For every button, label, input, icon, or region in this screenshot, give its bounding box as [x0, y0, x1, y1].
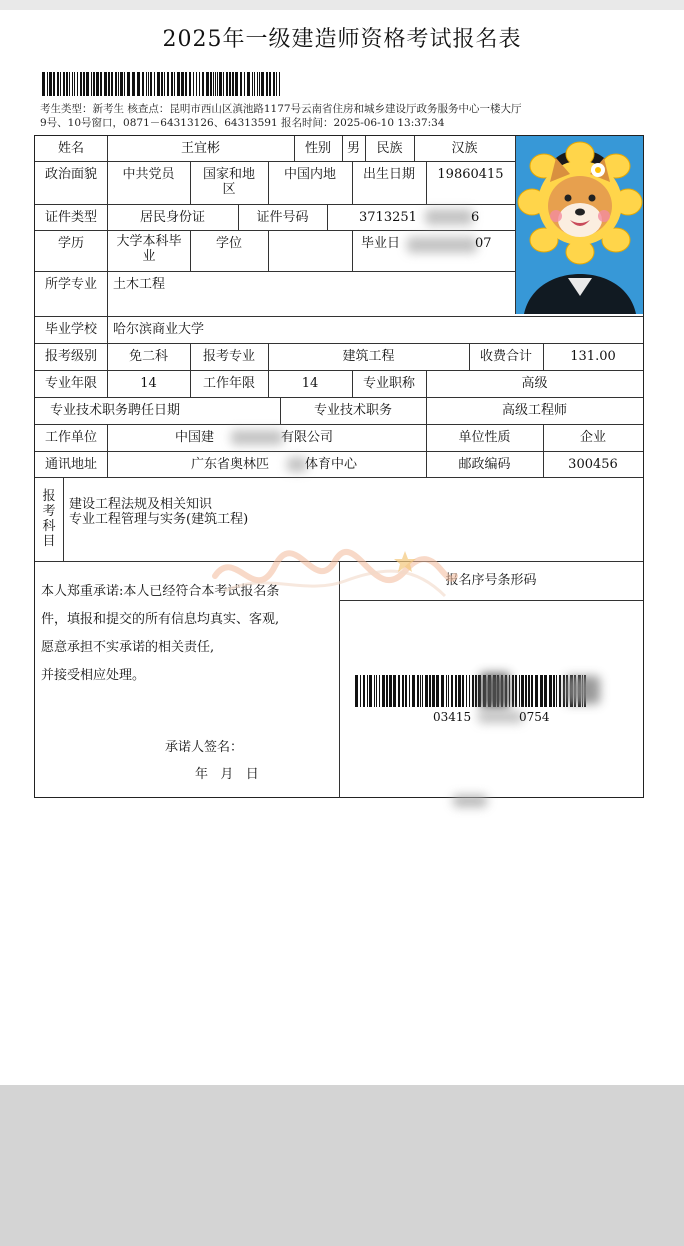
- barcode-bar: [386, 675, 388, 707]
- barcode-bar: [49, 72, 52, 96]
- barcode-bar: [531, 675, 533, 707]
- value-address-a: 广东省奥林匹: [191, 456, 270, 472]
- barcode-bar: [257, 72, 258, 96]
- label-address: 通讯地址: [44, 456, 97, 472]
- barcode-bar: [215, 72, 216, 96]
- value-fee: 131.00: [570, 349, 616, 364]
- value-id-no-tail: 6: [471, 209, 480, 225]
- barcode-bar: [422, 675, 423, 707]
- barcode-bar: [80, 72, 82, 96]
- barcode-bar: [425, 675, 428, 707]
- barcode-bar: [417, 675, 419, 707]
- redaction-id: [425, 209, 473, 225]
- barcode-bar: [181, 72, 184, 96]
- value-employer-a: 中国建: [175, 429, 215, 445]
- barcode-bar: [455, 675, 457, 707]
- redaction-grad-date: [407, 237, 477, 253]
- barcode-bar: [409, 675, 410, 707]
- meta-line-2: 9号、10号窗口，0871－64313126、64313591 报名时间：2025-06-10 13:37:34: [40, 117, 445, 129]
- label-education: 学历: [57, 236, 84, 251]
- value-degree: [268, 230, 352, 271]
- barcode-bar: [519, 675, 520, 707]
- barcode-bar: [157, 72, 160, 96]
- barcode-bar: [42, 72, 45, 96]
- value-tech-position: 高级工程师: [501, 403, 567, 418]
- barcode-bar: [469, 675, 470, 707]
- barcode-bar: [217, 72, 218, 96]
- barcode-bar: [164, 72, 165, 96]
- label-employer: 工作单位: [44, 429, 97, 445]
- shiba-sunflower-sticker-icon: [516, 136, 643, 314]
- barcode-bar: [206, 72, 209, 96]
- value-political: 中共党员: [122, 167, 175, 182]
- value-work-years: 14: [301, 376, 319, 391]
- barcode-bar: [528, 675, 530, 707]
- barcode-bar: [223, 72, 224, 96]
- label-exam-major: 报考专业: [202, 349, 255, 364]
- barcode-bar: [355, 675, 358, 707]
- value-level: 免二科: [128, 349, 168, 364]
- barcode-bar: [535, 675, 538, 707]
- applicant-photo: [515, 136, 643, 314]
- barcode-bar: [462, 675, 464, 707]
- barcode-bar: [544, 675, 547, 707]
- label-postcode: 邮政编码: [458, 456, 511, 472]
- barcode-bar: [402, 675, 404, 707]
- barcode-bar: [167, 72, 169, 96]
- redaction-address: [287, 457, 307, 472]
- barcode-bar: [232, 72, 234, 96]
- barcode-bar: [177, 72, 180, 96]
- barcode-bar: [57, 72, 59, 96]
- barcode-bar: [441, 675, 444, 707]
- label-work-years: 工作年限: [202, 376, 255, 391]
- sign-date: 年 月 日: [195, 767, 259, 782]
- label-appoint-date: 专业技术职务聘任日期: [49, 403, 180, 418]
- barcode-bar: [512, 675, 514, 707]
- barcode-bar: [120, 72, 123, 96]
- pledge-line-3: 愿意承担不实承诺的相关责任,: [41, 640, 215, 655]
- barcode-bar: [91, 72, 92, 96]
- subject-item: 专业工程管理与实务(建筑工程): [69, 512, 249, 527]
- barcode-bar: [53, 72, 55, 96]
- barcode-bar: [472, 675, 474, 707]
- barcode-bar: [47, 72, 48, 96]
- barcode-bar: [83, 72, 85, 96]
- barcode-bar: [261, 72, 264, 96]
- barcode-bar: [104, 72, 107, 96]
- barcode-bar: [148, 72, 149, 96]
- redaction-employer: [231, 430, 283, 445]
- label-level: 报考级别: [44, 349, 97, 364]
- barcode-bar: [60, 72, 61, 96]
- label-unit-nature: 单位性质: [458, 429, 511, 445]
- redaction-barcode-2: [565, 676, 600, 704]
- subjects-char-3: 科: [42, 519, 56, 534]
- value-title-rank: 高级: [521, 376, 548, 391]
- pledge-line-4: 并接受相应处理。: [41, 668, 146, 683]
- barcode-bar: [193, 72, 194, 96]
- label-title-rank: 专业职称: [362, 376, 415, 391]
- barcode-bar: [142, 72, 144, 96]
- barcode-bar: [185, 72, 187, 96]
- barcode-bar: [276, 72, 277, 96]
- barcode-bar: [448, 675, 449, 707]
- label-fee: 收费合计: [479, 349, 532, 364]
- barcode-bar: [393, 675, 396, 707]
- barcode-bar: [154, 72, 155, 96]
- barcode-bar: [132, 72, 135, 96]
- barcode-bar: [429, 675, 431, 707]
- barcode-bar: [199, 72, 200, 96]
- barcode-bar: [363, 675, 365, 707]
- barcode-bar: [72, 72, 73, 96]
- value-unit-nature: 企业: [579, 429, 606, 445]
- barcode-bar: [432, 675, 435, 707]
- barcode-bar: [244, 72, 245, 96]
- barcode-bar: [379, 675, 380, 707]
- label-id-type: 证件类型: [44, 209, 97, 225]
- barcode-number-head: 03415: [433, 709, 472, 724]
- barcode-bar: [515, 675, 517, 707]
- barcode-bar: [279, 72, 280, 96]
- barcode-bar: [266, 72, 268, 96]
- value-major: 土木工程: [113, 277, 166, 292]
- barcode-bar: [63, 72, 65, 96]
- barcode-bar: [360, 675, 361, 707]
- barcode-bar: [213, 72, 214, 96]
- value-education: 大学本科毕业: [116, 234, 182, 264]
- barcode-bar: [146, 72, 147, 96]
- meta-line-1: 考生类型：新考生 核查点：昆明市西山区滇池路1177号云南省住房和城乡建设厅政务服务中心一楼大厅: [40, 103, 522, 115]
- barcode-bar: [252, 72, 253, 96]
- barcode-bar: [229, 72, 231, 96]
- barcode-bar: [189, 72, 191, 96]
- barcode-bar: [171, 72, 173, 96]
- label-degree: 学位: [215, 236, 242, 251]
- label-gender: 性别: [304, 141, 331, 156]
- barcode-bar: [235, 72, 238, 96]
- pledge-text: [41, 578, 331, 690]
- barcode-bar: [254, 72, 255, 96]
- barcode-bar: [150, 72, 152, 96]
- value-school: 哈尔滨商业大学: [113, 322, 205, 337]
- barcode-bar: [127, 72, 130, 96]
- barcode-bar: [115, 72, 117, 96]
- barcode-bar: [124, 72, 125, 96]
- label-tech-position: 专业技术职务: [313, 403, 392, 418]
- barcode-bar: [74, 72, 75, 96]
- barcode-bar: [161, 72, 163, 96]
- subjects-char-2: 考: [42, 504, 56, 519]
- barcode-bar: [196, 72, 197, 96]
- value-birth: 19860415: [437, 167, 504, 182]
- top-barcode: [42, 72, 280, 96]
- barcode-bar: [118, 72, 119, 96]
- barcode-bar: [219, 72, 222, 96]
- label-major: 所学专业: [44, 277, 97, 292]
- value-exam-major: 建筑工程: [342, 349, 395, 364]
- barcode-bar: [374, 675, 375, 707]
- barcode-bar: [202, 72, 204, 96]
- barcode-number-tail: 0754: [519, 709, 550, 724]
- barcode-bar: [259, 72, 260, 96]
- barcode-bar: [86, 72, 89, 96]
- barcode-bar: [240, 72, 242, 96]
- barcode-bar: [93, 72, 95, 96]
- meta-info: [40, 102, 650, 130]
- barcode-bar: [69, 72, 70, 96]
- value-gender: 男: [346, 141, 360, 156]
- barcode-bar: [436, 675, 439, 707]
- barcode-bar: [540, 675, 543, 707]
- barcode-bar: [525, 675, 527, 707]
- pledge-line-1: 本人郑重承诺:本人已经符合本考试报名条: [41, 584, 280, 599]
- subjects-list: [69, 497, 248, 527]
- barcode-bar: [273, 72, 275, 96]
- value-address-b: 体育中心: [305, 456, 358, 472]
- barcode-bar: [466, 675, 467, 707]
- subjects-char-4: 目: [42, 534, 56, 549]
- label-region: 国家和地区: [202, 167, 255, 197]
- barcode-bar: [389, 675, 392, 707]
- barcode-bar: [521, 675, 524, 707]
- barcode-bar: [111, 72, 113, 96]
- barcode-bar: [77, 72, 78, 96]
- pledge-line-2: 件，填报和提交的所有信息均真实、客观,: [41, 612, 280, 627]
- value-postcode: 300456: [568, 456, 618, 472]
- subjects-char-1: 报: [42, 489, 56, 504]
- barcode-bar: [446, 675, 447, 707]
- redaction-barcode-1: [480, 673, 510, 709]
- value-name: 王宜彬: [180, 141, 220, 156]
- barcode-bar: [475, 675, 477, 707]
- value-appoint-date: [195, 397, 280, 424]
- page-title: 2025年一级建造师资格考试报名表: [162, 27, 522, 52]
- label-name: 姓名: [57, 141, 84, 156]
- barcode-bar: [376, 675, 377, 707]
- value-grad-date: 07: [475, 236, 492, 251]
- barcode-bar: [369, 675, 372, 707]
- label-political: 政治面貌: [44, 167, 97, 182]
- barcode-bar: [398, 675, 400, 707]
- barcode-bar: [451, 675, 453, 707]
- barcode-bar: [367, 675, 368, 707]
- barcode-bar: [553, 675, 555, 707]
- barcode-bar: [100, 72, 102, 96]
- label-subjects: [35, 477, 63, 561]
- barcode-bar: [412, 675, 415, 707]
- barcode-bar: [420, 675, 421, 707]
- label-school: 毕业学校: [44, 322, 97, 337]
- label-grad-date: 毕业日: [361, 236, 401, 251]
- barcode-bar: [556, 675, 557, 707]
- barcode-bar: [137, 72, 140, 96]
- value-major-years: 14: [140, 376, 157, 391]
- barcode-bar: [66, 72, 68, 96]
- barcode-bar: [96, 72, 99, 96]
- signer-label: 承诺人签名：: [165, 740, 244, 755]
- barcode-bar: [549, 675, 552, 707]
- registration-form: [34, 135, 644, 798]
- label-serial-barcode: 报名序号条形码: [445, 573, 537, 588]
- barcode-bar: [174, 72, 175, 96]
- value-region: 中国内地: [283, 167, 336, 182]
- barcode-bar: [269, 72, 271, 96]
- barcode-bar: [226, 72, 228, 96]
- barcode-bar: [382, 675, 385, 707]
- barcode-bar: [559, 675, 561, 707]
- value-id-type: 居民身份证: [139, 209, 205, 225]
- barcode-bar: [458, 675, 461, 707]
- redaction-footer: [453, 795, 487, 807]
- barcode-bar: [108, 72, 110, 96]
- value-employer-b: 有限公司: [281, 429, 334, 445]
- label-id-no: 证件号码: [256, 209, 309, 225]
- label-birth: 出生日期: [362, 167, 415, 182]
- barcode-bar: [210, 72, 212, 96]
- subject-item: 建设工程法规及相关知识: [69, 497, 213, 512]
- top-status-strip: [0, 0, 684, 10]
- redaction-barcode-number: [478, 711, 523, 723]
- label-major-years: 专业年限: [44, 376, 97, 391]
- barcode-bar: [405, 675, 407, 707]
- label-ethnicity: 民族: [376, 141, 403, 156]
- value-id-no: 3713251: [359, 209, 417, 225]
- barcode-bar: [247, 72, 250, 96]
- value-ethnicity: 汉族: [451, 141, 478, 156]
- bottom-gray-area: [0, 1085, 684, 1246]
